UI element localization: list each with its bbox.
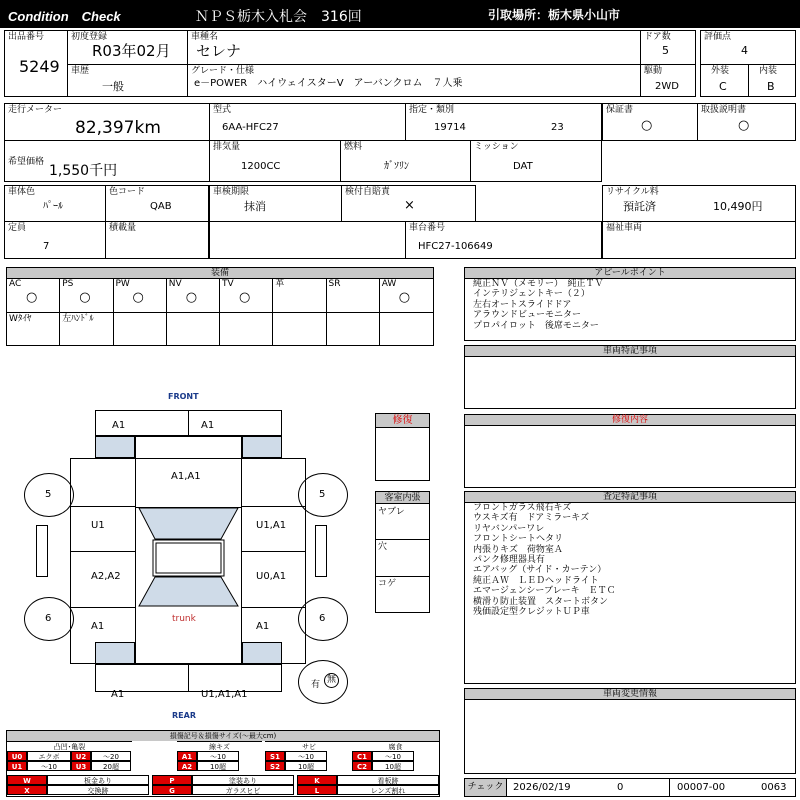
doors-label: ドア数: [644, 32, 671, 42]
inspector-notes-text: フロントガラス飛石キズ ウスキズ有 ドアミラーキズ リヤバンパーワレ フロントシートヘタリ 内張りキズ 荷物室Ａ パンク修理器具有 エアバッグ（サイド・カーテン） 純正ＡＷ ＬＥＤヘッドライト エマージェンシーブレーキ ＥＴＣ 横滑り防止装置 スタートボタン 残価設定型クレジットＵＰ車: [473, 503, 616, 618]
inspector-notes-title: 査定特記事項: [465, 492, 795, 503]
repair-content-panel: [464, 414, 796, 488]
grade-value: e－POWER ハイウェイスターV アーバンクロム ７人乗: [194, 78, 463, 89]
legend-key: U1: [7, 761, 27, 771]
check-label: チェック: [465, 779, 507, 796]
fuel-value: ｶﾞｿﾘﾝ: [384, 161, 409, 172]
tire-rl-value: 6: [45, 613, 52, 624]
mission-label: ミッション: [474, 142, 519, 152]
cabin-box: [375, 491, 430, 613]
special-panel: [464, 345, 796, 409]
legend-group: サビ: [265, 741, 353, 751]
equip-value: ○: [26, 290, 38, 305]
equip-ps: [60, 279, 113, 313]
legend-key: C2: [352, 761, 372, 771]
equip-extra-empty: [327, 313, 380, 345]
legend-key2: G: [152, 785, 192, 795]
legend-key2: W: [7, 775, 47, 785]
grade-label: グレード・仕様: [191, 66, 255, 76]
equip-value: ○: [185, 290, 198, 305]
legend-value: ～10: [372, 751, 414, 761]
equip-value: ○: [239, 290, 251, 305]
mileage-cell: [4, 103, 210, 141]
displacement-value: 1200CC: [241, 161, 281, 172]
mark-rear-right: U1,A1,A1: [201, 689, 248, 700]
lot-label: 出品番号: [8, 32, 45, 42]
cabin-label: 客室内張: [376, 492, 429, 504]
interior-value: B: [767, 80, 775, 93]
car-name-value: セレナ: [196, 42, 242, 60]
equip-label: PW: [115, 279, 130, 289]
load-label: 積載量: [109, 223, 137, 233]
designation-value: 19714: [434, 122, 466, 133]
rating-value: 4: [741, 44, 748, 57]
equip-aw: [380, 279, 433, 313]
car-name-label: 車種名: [191, 32, 219, 42]
interior-cell: [748, 64, 796, 97]
color-cell: [4, 185, 106, 222]
legend-key: S1: [265, 751, 285, 761]
trunk-label: trunk: [172, 614, 196, 624]
legend-key: U2: [71, 751, 91, 761]
mileage-label: 走行メーター: [8, 105, 63, 115]
history-label: 車歴: [71, 66, 90, 76]
equip-label: NV: [168, 279, 182, 289]
legend-key: A2: [177, 761, 197, 771]
equip-革: [273, 279, 326, 313]
chassis-value: HFC27-106649: [418, 241, 493, 252]
category-value: 23: [551, 122, 564, 133]
legend-value: 10超: [372, 761, 414, 771]
legend-group: 線キズ: [177, 741, 262, 751]
legend-value: ～10: [27, 761, 71, 771]
equip-label: SR: [328, 279, 341, 289]
equip-extra: [7, 313, 60, 345]
first-reg-value: R03年02月: [92, 42, 171, 60]
welfare-cell: [602, 221, 796, 259]
recycle-value: 10,490円: [713, 200, 763, 213]
rating-cell: [700, 30, 796, 65]
equip-extra-empty: [273, 313, 326, 345]
legend-key: C1: [352, 751, 372, 761]
equip-pw: [114, 279, 167, 313]
drive-cell: [640, 64, 696, 97]
inspection-cell: [209, 185, 342, 222]
load-cell: [105, 221, 209, 259]
color-label: 車体色: [8, 187, 36, 197]
legend-value: ～20: [91, 751, 131, 761]
doors-value: 5: [662, 44, 669, 57]
interior-label: 内装: [759, 66, 778, 76]
legend-group: 腐食: [352, 741, 439, 751]
tire-rr-value: 6: [319, 613, 326, 624]
exterior-label: 外装: [711, 66, 730, 76]
capacity-cell: [4, 221, 106, 259]
legend-value2: 塗装あり: [192, 775, 294, 785]
cabin-item-tear: ヤブレ: [378, 507, 405, 517]
doors-cell: [640, 30, 696, 65]
legend-value2: 交換跡: [47, 785, 149, 795]
legend-panel: [6, 730, 440, 797]
liability-value: ×: [404, 198, 415, 213]
equip-ac: [7, 279, 60, 313]
check-count: 0: [617, 782, 624, 793]
warranty-label: 保証書: [606, 105, 634, 115]
footer-bar: [464, 778, 796, 797]
legend-value: 10超: [285, 761, 327, 771]
desired-price-cell: [4, 140, 210, 182]
spare-tire: [298, 660, 348, 704]
header-right-title: 引取場所：栃木県小山市: [488, 8, 621, 22]
mark-hood: A1,A1: [171, 471, 201, 482]
cabin-item-burn: コゲ: [378, 579, 397, 589]
fuel-cell: [340, 140, 471, 182]
rear-label: REAR: [172, 711, 196, 720]
check-page: 0063: [761, 782, 787, 793]
equip-extra-empty: [220, 313, 273, 345]
equip-tv: [220, 279, 273, 313]
drive-value: 2WD: [655, 81, 679, 92]
legend-key2: X: [7, 785, 47, 795]
recycle-label: リサイクル料: [606, 187, 659, 197]
appeal-text: 純正ＮＶ（メモリー） 純正ＴＶ インテリジェントキー（２） 左右オートスライドドア アラウンドビューモニター プロパイロット 後席モニター: [473, 279, 604, 331]
mission-cell: [470, 140, 602, 182]
lot-cell: [4, 30, 68, 97]
inspection-value: 抹消: [244, 200, 266, 213]
displacement-cell: [209, 140, 341, 182]
equip-extra-empty: [380, 313, 433, 345]
legend-value2: レンズ割れ: [337, 785, 439, 795]
mark-door-left: A2,A2: [91, 571, 121, 582]
inspector-notes-panel: [464, 491, 796, 684]
color-code-label: 色コード: [109, 187, 146, 197]
lot-value: 5249: [19, 57, 60, 76]
recycle-status: 預託済: [623, 200, 656, 213]
mark-fender-right: U1,A1: [256, 520, 287, 531]
legend-key: U0: [7, 751, 27, 761]
manual-value: ○: [738, 118, 750, 133]
header-left-title: Condition Check: [8, 9, 121, 24]
equip-nv: [167, 279, 220, 313]
legend-key2: P: [152, 775, 192, 785]
designation-label: 指定・類別: [409, 105, 455, 115]
equip-value: ○: [398, 290, 411, 305]
legend-value2: 板金あり: [47, 775, 149, 785]
first-reg-cell: [67, 30, 188, 65]
equip-extra-empty: [114, 313, 167, 345]
liability-label: 検付自賠責: [345, 187, 391, 197]
chassis-label: 車台番号: [409, 223, 446, 233]
legend-value2: ガラスヒビ: [192, 785, 294, 795]
tire-fl-value: 5: [45, 489, 52, 500]
legend-value: 10超: [197, 761, 239, 771]
color-value: ﾊﾟｰﾙ: [43, 201, 63, 212]
equip-label: AW: [381, 279, 397, 289]
rating-label: 評価点: [704, 32, 732, 42]
repair-label: 修復: [376, 414, 429, 428]
legend-key: U3: [71, 761, 91, 771]
welfare-label: 福祉車両: [606, 223, 643, 233]
mission-value: DAT: [513, 161, 533, 172]
model-label: 型式: [213, 105, 232, 115]
equip-label: 革: [275, 279, 285, 289]
legend-group: 凸凹･亀裂: [7, 741, 132, 751]
equip-extra-label: 左ﾊﾝﾄﾞﾙ: [62, 314, 94, 324]
capacity-value: 7: [43, 241, 50, 252]
legend-key: A1: [177, 751, 197, 761]
desired-price-value: 1,550千円: [49, 163, 118, 179]
change-info-panel: [464, 688, 796, 774]
exterior-cell: [700, 64, 749, 97]
blank-cell: [209, 221, 406, 259]
warranty-cell: [602, 103, 698, 141]
change-info-title: 車両変更情報: [465, 689, 795, 700]
mirror-right: [315, 525, 327, 577]
cabin-item-hole: 穴: [378, 542, 388, 552]
special-title: 車両特記事項: [465, 346, 795, 357]
mark-front-right: A1: [201, 420, 215, 431]
equip-extra-empty: [167, 313, 220, 345]
check-code: 00007-00: [677, 782, 726, 793]
exterior-value: C: [719, 80, 727, 93]
recycle-cell: [602, 185, 796, 222]
mark-rear-left: A1: [111, 689, 125, 700]
manual-label: 取扱説明書: [701, 105, 747, 115]
mirror-left: [36, 525, 48, 577]
warranty-value: ○: [641, 118, 653, 133]
legend-key: S2: [265, 761, 285, 771]
equip-label: TV: [222, 279, 234, 289]
legend-value: ～10: [285, 751, 327, 761]
tire-fr-value: 5: [319, 489, 326, 500]
mark-quarter-left: A1: [91, 621, 105, 632]
mark-door-right: U0,A1: [256, 571, 287, 582]
history-value: 一般: [102, 80, 124, 93]
equip-value: ○: [79, 290, 91, 305]
mileage-value: 82,397km: [75, 118, 161, 138]
equipment-title: 装備: [7, 268, 433, 279]
legend-value: ～10: [197, 751, 239, 761]
equip-extra-label: Wﾀｲﾔ: [9, 314, 32, 324]
header-center-title: ＮＰＳ栃木入札会 316回: [195, 9, 362, 25]
legend-value2: 看板跡: [337, 775, 439, 785]
designation-cell: [405, 103, 602, 141]
displacement-label: 排気量: [213, 142, 241, 152]
car-name-cell: [187, 30, 641, 65]
chassis-cell: [405, 221, 602, 259]
legend-key2: L: [297, 785, 337, 795]
car-diagram: [0, 385, 460, 730]
first-reg-label: 初度登録: [71, 32, 108, 42]
equip-value: ○: [132, 290, 144, 305]
equip-label: PS: [62, 279, 74, 289]
model-cell: [209, 103, 406, 141]
legend-key2: K: [297, 775, 337, 785]
front-label: FRONT: [168, 392, 199, 401]
equip-label: AC: [9, 279, 22, 289]
check-date: 2026/02/19: [513, 782, 571, 793]
fuel-label: 燃料: [344, 142, 363, 152]
capacity-label: 定員: [8, 223, 27, 233]
equip-sr: [327, 279, 380, 313]
mark-front-left: A1: [112, 420, 126, 431]
manual-cell: [697, 103, 796, 141]
spare-value: 有: [311, 680, 321, 690]
desired-price-label: 希望価格: [8, 157, 45, 167]
legend-title: 損傷記号＆損傷サイズ(～最大cm): [7, 731, 439, 741]
legend-value: 20超: [91, 761, 131, 771]
color-code-cell: [105, 185, 209, 222]
repair-content-title: 修復内容: [465, 415, 795, 426]
drive-label: 駆動: [644, 66, 663, 76]
repair-box: [375, 413, 430, 481]
equipment-panel: [6, 267, 434, 346]
cabin-roof-svg: [135, 506, 242, 608]
equip-extra: [60, 313, 113, 345]
history-cell: [67, 64, 188, 97]
mark-quarter-right: A1: [256, 621, 270, 632]
spare-none: 無: [324, 673, 339, 688]
grade-cell: [187, 64, 641, 97]
inspection-label: 車検期限: [213, 187, 250, 197]
color-code-value: QAB: [150, 201, 172, 212]
legend-value: エクボ: [27, 751, 71, 761]
liability-cell: [341, 185, 476, 222]
header-bar: [0, 0, 800, 28]
model-value: 6AA-HFC27: [222, 122, 279, 133]
appeal-panel: [464, 267, 796, 341]
mark-fender-left: U1: [91, 520, 105, 531]
appeal-title: アピールポイント: [465, 268, 795, 279]
